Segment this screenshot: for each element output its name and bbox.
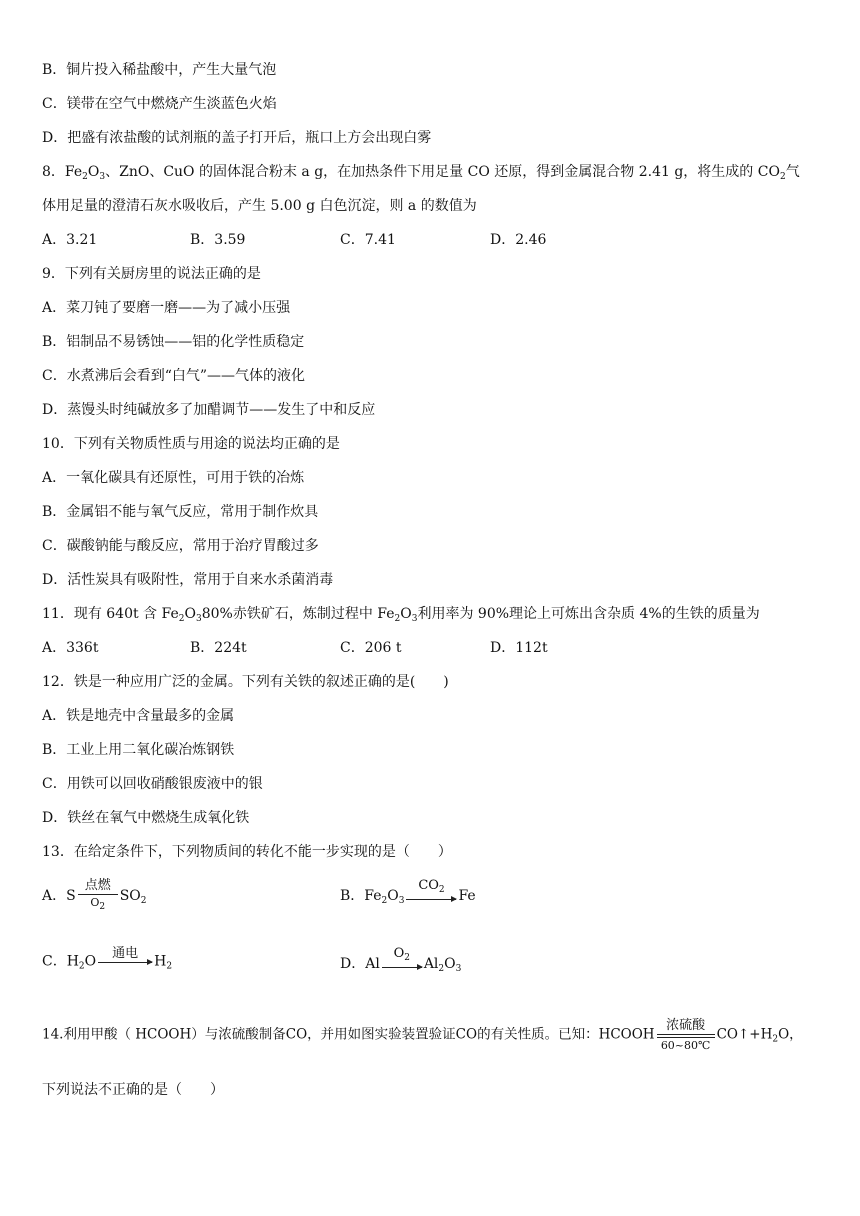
q8-stem-line1: 8．$Fe_2O_3$、ZnO、CuO 的固体混合粉末 a g，在加热条件下用足量 CO 还原，得到金属混合物 2.41 g，将生成的 $CO_2$气 — [42, 164, 800, 182]
q8-option-d: D．2.46 — [490, 232, 547, 248]
q9-option-c: C．水煮沸后会看到“白气”——气体的液化 — [42, 368, 306, 384]
reaction-condition: 浓硫酸 60~80℃ — [657, 1018, 715, 1052]
q12-option-d: D．铁丝在氧气中燃烧生成氧化铁 — [42, 810, 250, 826]
q11-option-c: C．206 t — [340, 640, 402, 656]
q13-option-a: A．S 点燃 $O_2$ $SO_2$ — [42, 878, 147, 912]
q11-option-a: A．336t — [42, 640, 99, 656]
q10-stem: 10．下列有关物质性质与用途的说法均正确的是 — [42, 436, 340, 452]
q12-option-b: B．工业上用二氧化碳冶炼钢铁 — [42, 742, 235, 758]
q12-option-c: C．用铁可以回收硝酸银废液中的银 — [42, 776, 263, 792]
q12-option-a: A．铁是地壳中含量最多的金属 — [42, 708, 235, 724]
q8-stem-line2: 体用足量的澄清石灰水吸收后，产生 5.00 g 白色沉淀，则 a 的数值为 — [42, 198, 477, 214]
q9-option-d: D．蒸馒头时纯碱放多了加醋调节——发生了中和反应 — [42, 402, 376, 418]
reaction-arrow: 通电 — [98, 946, 152, 977]
q13-option-b: B．$Fe_2O_3$ $CO_2$ Fe — [340, 878, 476, 914]
q11-stem: 11．现有 640t 含 $Fe_2O_380\%$赤铁矿石，炼制过程中 $Fe_2O_3$利用率为 90%理论上可炼出含杂质 4%的生铁的质量为 — [42, 606, 760, 624]
q8-option-c: C．7.41 — [340, 232, 396, 248]
q7-option-c: C．镁带在空气中燃烧产生淡蓝色火焰 — [42, 96, 277, 112]
reaction-arrow: $O_2$ — [382, 946, 422, 982]
q10-option-a: A．一氧化碳具有还原性，可用于铁的冶炼 — [42, 470, 305, 486]
q9-stem: 9．下列有关厨房里的说法正确的是 — [42, 266, 261, 282]
reaction-arrow: 点燃 $O_2$ — [78, 878, 118, 914]
q7-option-b: B．铜片投入稀盐酸中，产生大量气泡 — [42, 62, 277, 78]
q11-option-d: D．112t — [490, 640, 548, 656]
q8-option-a: A．3.21 — [42, 232, 98, 248]
q14-stem-line2: 下列说法不正确的是（ ） — [42, 1082, 224, 1098]
q14-stem: 14.利用甲酸（ HCOOH）与浓硫酸制备CO，并用如图实验装置验证CO的有关性质。已知：HCOOH 浓硫酸 60~80℃ $CO↑+H_2O$， — [42, 1018, 803, 1052]
q12-stem: 12．铁是一种应用广泛的金属。下列有关铁的叙述正确的是( ) — [42, 674, 449, 690]
q8-option-b: B．3.59 — [190, 232, 246, 248]
q10-option-b: B．金属铝不能与氧气反应，常用于制作炊具 — [42, 504, 319, 520]
q13-option-d: D．Al $O_2$ $Al_2O_3$ — [340, 946, 461, 982]
q11-option-b: B．224t — [190, 640, 247, 656]
q13-stem: 13．在给定条件下，下列物质间的转化不能一步实现的是（ ） — [42, 844, 452, 860]
q7-option-d: D．把盛有浓盐酸的试剂瓶的盖子打开后，瓶口上方会出现白雾 — [42, 130, 432, 146]
q9-option-b: B．铝制品不易锈蚀——铝的化学性质稳定 — [42, 334, 305, 350]
q10-option-d: D．活性炭具有吸附性，常用于自来水杀菌消毒 — [42, 572, 334, 588]
reaction-arrow: $CO_2$ — [406, 878, 456, 914]
q9-option-a: A．菜刀钝了要磨一磨——为了减小压强 — [42, 300, 291, 316]
q13-option-c: C．$H_2O$ 通电 $H_2$ — [42, 946, 172, 977]
q10-option-c: C．碳酸钠能与酸反应，常用于治疗胃酸过多 — [42, 538, 319, 554]
